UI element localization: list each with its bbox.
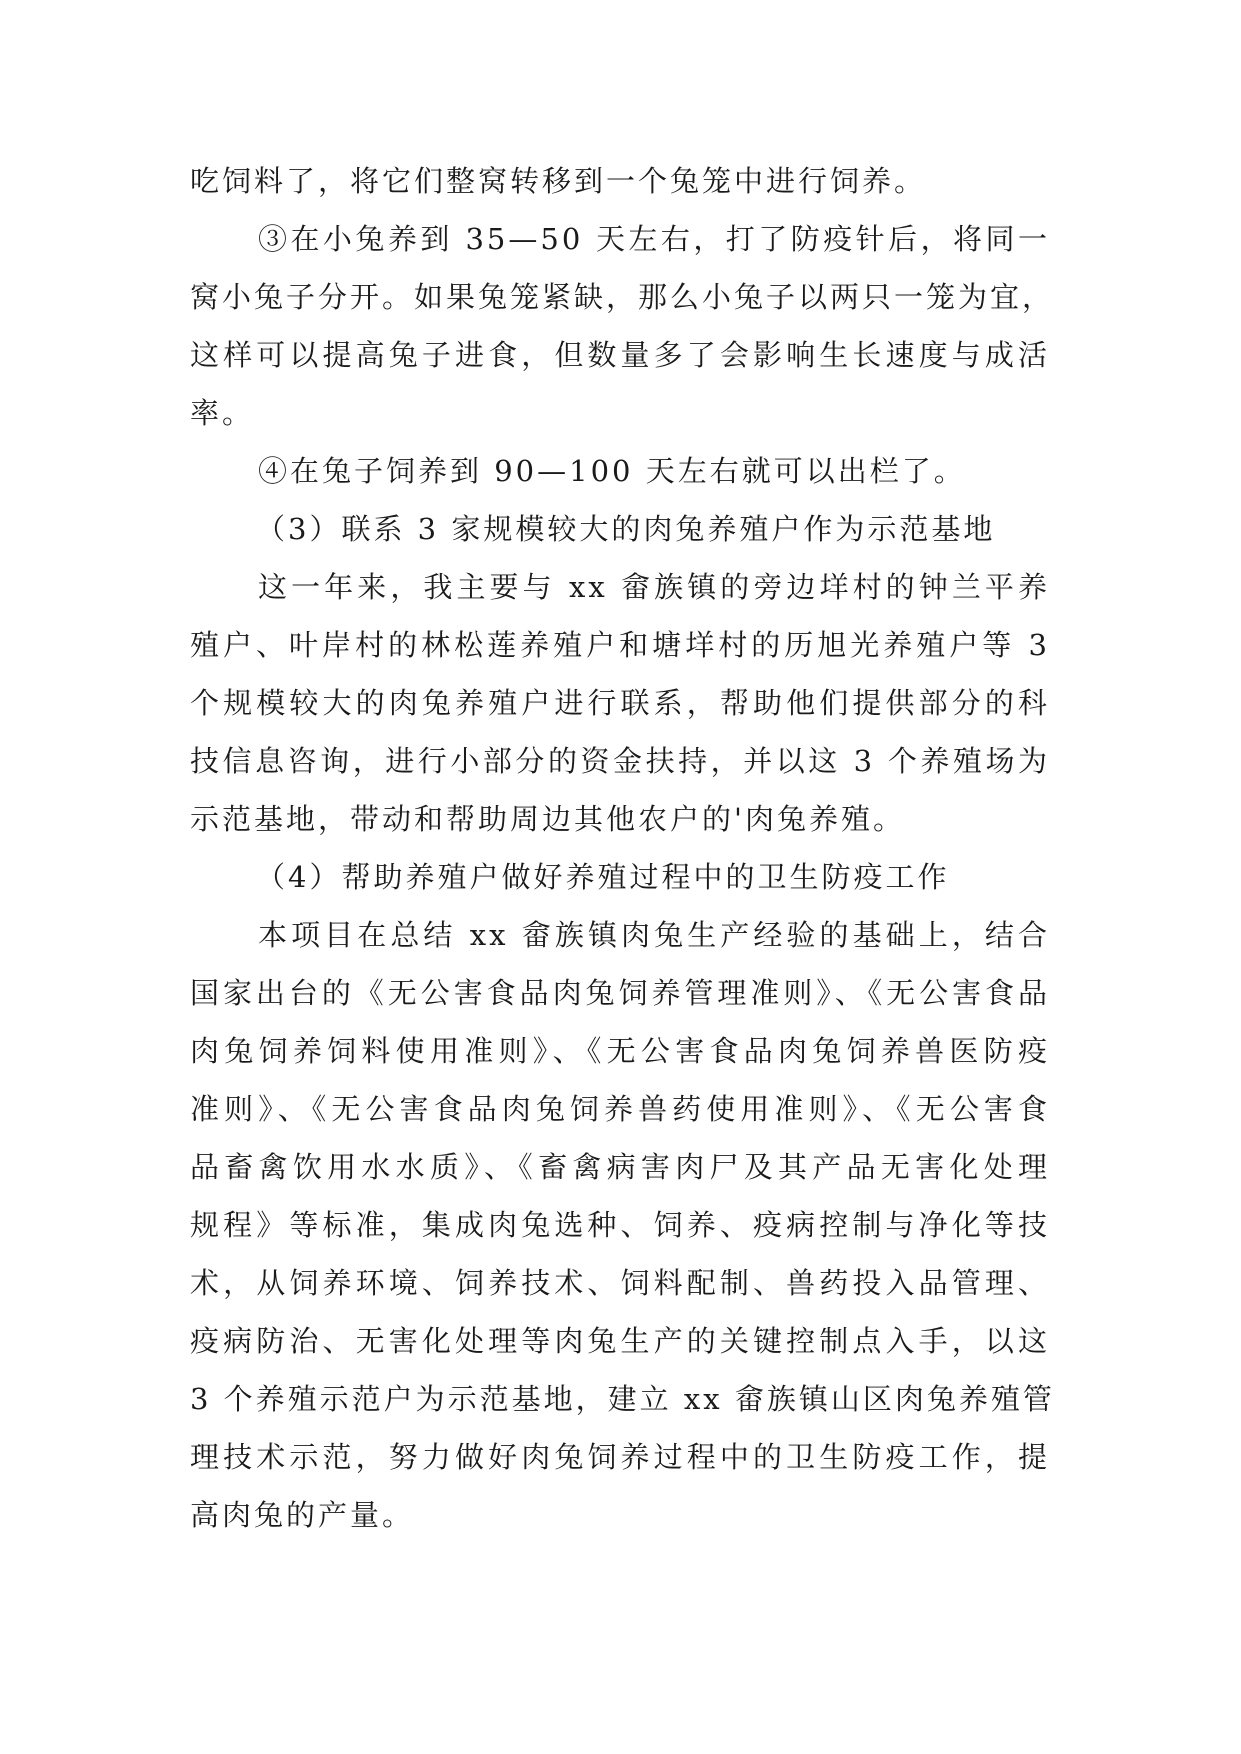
text-line: 高肉兔的产量。 (190, 1498, 415, 1532)
document-body (190, 152, 1055, 1544)
text-line: 品畜禽饮用水水质》、《畜禽病害肉尸及其产品无害化处理 (190, 1150, 1050, 1184)
text-line: 这一年来，我主要与 xx 畲族镇的旁边垟村的钟兰平养 (258, 570, 1050, 604)
section-heading: （3）联系 3 家规模较大的肉兔养殖户作为示范基地 (256, 512, 996, 546)
text-line: 理技术示范，努力做好肉兔饲养过程中的卫生防疫工作，提 (190, 1440, 1050, 1474)
text-line: 规程》等标准，集成肉兔选种、饲养、疫病控制与净化等技 (190, 1208, 1050, 1242)
text-line: 疫病防治、无害化处理等肉兔生产的关键控制点入手，以这 (190, 1324, 1050, 1358)
text-line: 示范基地，带动和帮助周边其他农户的'肉兔养殖。 (190, 802, 905, 836)
text-line: 技信息咨询，进行小部分的资金扶持，并以这 3 个养殖场为 (190, 744, 1050, 778)
text-line: 肉兔饲养饲料使用准则》、《无公害食品肉兔饲养兽医防疫 (190, 1034, 1050, 1068)
text-line: 率。 (190, 396, 255, 430)
text-line: 窝小兔子分开。如果兔笼紧缺，那么小兔子以两只一笼为宜， (190, 280, 1055, 314)
text-line: 个规模较大的肉兔养殖户进行联系，帮助他们提供部分的科 (190, 686, 1050, 720)
text-line: 3 个养殖示范户为示范基地，建立 xx 畲族镇山区肉兔养殖管 (190, 1382, 1055, 1416)
text-line: 国家出台的《无公害食品肉兔饲养管理准则》、《无公害食品 (190, 976, 1050, 1010)
text-line: 吃饲料了，将它们整窝转移到一个兔笼中进行饲养。 (190, 164, 927, 198)
text-line: 准则》、《无公害食品肉兔饲养兽药使用准则》、《无公害食 (190, 1092, 1050, 1126)
text-line: 本项目在总结 xx 畲族镇肉兔生产经验的基础上，结合 (258, 918, 1050, 952)
text-line: ④在兔子饲养到 90—100 天左右就可以出栏了。 (258, 454, 966, 488)
text-line: ③在小兔养到 35—50 天左右，打了防疫针后，将同一 (258, 222, 1050, 256)
text-line: 殖户、叶岸村的林松莲养殖户和塘垟村的历旭光养殖户等 3 (190, 628, 1050, 662)
text-line: 这样可以提高兔子进食，但数量多了会影响生长速度与成活 (190, 338, 1050, 372)
section-heading: （4）帮助养殖户做好养殖过程中的卫生防疫工作 (256, 860, 950, 894)
text-line: 术，从饲养环境、饲养技术、饲料配制、兽药投入品管理、 (190, 1266, 1050, 1300)
